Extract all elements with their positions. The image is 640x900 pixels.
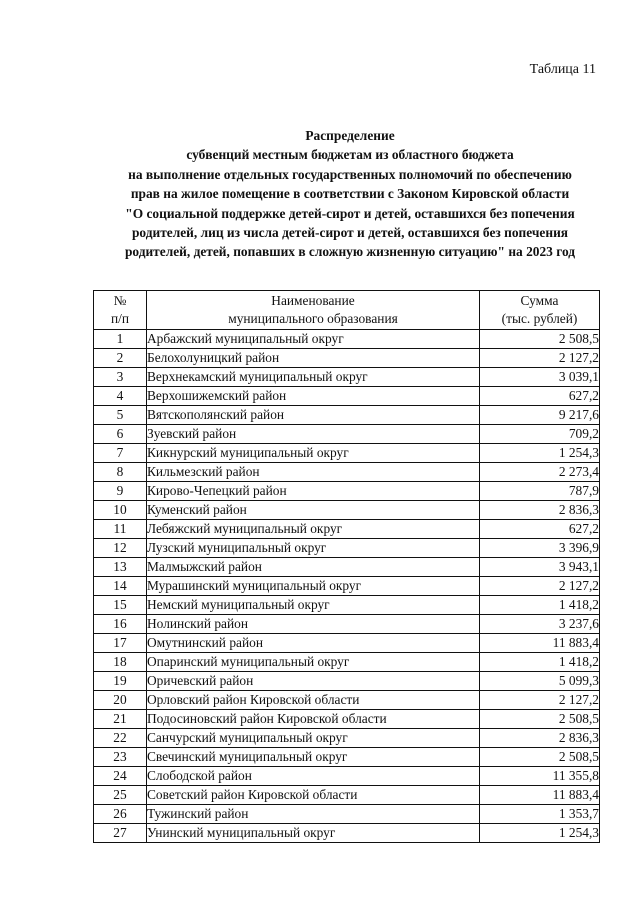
- subvention-amount: 627,2: [480, 520, 600, 539]
- row-number: 18: [94, 653, 147, 672]
- municipality-name: Малмыжский район: [147, 558, 480, 577]
- municipality-name: Кильмезский район: [147, 463, 480, 482]
- municipality-name: Лузский муниципальный округ: [147, 539, 480, 558]
- subvention-amount: 2 508,5: [480, 710, 600, 729]
- table-row: [94, 406, 600, 425]
- row-number: 7: [94, 444, 147, 463]
- title-line: родителей, лиц из числа детей-сирот и детей, оставшихся без попечения: [131, 225, 569, 241]
- municipality-name: Орловский район Кировской области: [147, 691, 480, 710]
- header-sum-line: (тыс. рублей): [501, 311, 578, 326]
- row-number: 14: [94, 577, 147, 596]
- row-number: 4: [94, 387, 147, 406]
- subvention-table: [93, 290, 600, 843]
- table-row: [94, 463, 600, 482]
- header-name-line: муниципального образования: [228, 311, 398, 326]
- row-number: 2: [94, 349, 147, 368]
- subvention-amount: 5 099,3: [480, 672, 600, 691]
- table-row: [94, 387, 600, 406]
- subvention-amount: 1 353,7: [480, 805, 600, 824]
- title-line: прав на жилое помещение в соответствии с Законом Кировской области: [130, 186, 570, 202]
- municipality-name: Санчурский муниципальный округ: [147, 729, 480, 748]
- row-number: 15: [94, 596, 147, 615]
- header-number-line: №: [113, 293, 127, 308]
- row-number: 9: [94, 482, 147, 501]
- row-number: 3: [94, 368, 147, 387]
- municipality-name: Тужинский район: [147, 805, 480, 824]
- subvention-amount: 2 508,5: [480, 330, 600, 349]
- subvention-amount: 11 883,4: [480, 786, 600, 805]
- table-row: [94, 501, 600, 520]
- table-row: [94, 539, 600, 558]
- document-title: [60, 126, 640, 262]
- subvention-amount: 3 039,1: [480, 368, 600, 387]
- subvention-amount: 1 418,2: [480, 596, 600, 615]
- municipality-name: Слободской район: [147, 767, 480, 786]
- table-row: [94, 729, 600, 748]
- municipality-name: Куменский район: [147, 501, 480, 520]
- row-number: 10: [94, 501, 147, 520]
- table-number-label: Таблица 11: [529, 62, 596, 77]
- header-number-line: п/п: [110, 311, 130, 326]
- row-number: 20: [94, 691, 147, 710]
- subvention-amount: 627,2: [480, 387, 600, 406]
- table-row: [94, 330, 600, 349]
- table-row: [94, 672, 600, 691]
- table-row: [94, 824, 600, 843]
- municipality-name: Мурашинский муниципальный округ: [147, 577, 480, 596]
- subvention-amount: 787,9: [480, 482, 600, 501]
- subvention-amount: 11 355,8: [480, 767, 600, 786]
- table-row: [94, 691, 600, 710]
- table-row: [94, 596, 600, 615]
- municipality-name: Вятскополянский район: [147, 406, 480, 425]
- row-number: 23: [94, 748, 147, 767]
- municipality-name: Кикнурский муниципальный округ: [147, 444, 480, 463]
- header-sum-line: Сумма: [520, 293, 559, 308]
- subvention-amount: 2 127,2: [480, 349, 600, 368]
- municipality-name: Советский район Кировской области: [147, 786, 480, 805]
- table-row: [94, 482, 600, 501]
- table-row: [94, 634, 600, 653]
- row-number: 16: [94, 615, 147, 634]
- municipality-name: Нолинский район: [147, 615, 480, 634]
- row-number: 17: [94, 634, 147, 653]
- subvention-amount: 9 217,6: [480, 406, 600, 425]
- subvention-amount: 2 127,2: [480, 577, 600, 596]
- subvention-amount: 709,2: [480, 425, 600, 444]
- table-body: [94, 330, 600, 843]
- table-row: [94, 368, 600, 387]
- municipality-name: Кирово-Чепецкий район: [147, 482, 480, 501]
- municipality-name: Унинский муниципальный округ: [147, 824, 480, 843]
- table-row: [94, 558, 600, 577]
- header-name: [147, 291, 480, 330]
- table-row: [94, 349, 600, 368]
- subvention-amount: 1 254,3: [480, 824, 600, 843]
- table-row: [94, 653, 600, 672]
- title-line: на выполнение отдельных государственных полномочий по обеспечению: [128, 166, 572, 182]
- row-number: 19: [94, 672, 147, 691]
- row-number: 1: [94, 330, 147, 349]
- title-line: "О социальной поддержке детей-сирот и детей, оставшихся без попечения: [125, 205, 575, 221]
- municipality-name: Арбажский муниципальный округ: [147, 330, 480, 349]
- subvention-amount: 3 237,6: [480, 615, 600, 634]
- row-number: 21: [94, 710, 147, 729]
- subvention-amount: 3 943,1: [480, 558, 600, 577]
- table-row: [94, 577, 600, 596]
- subvention-amount: 11 883,4: [480, 634, 600, 653]
- header-number: [94, 291, 147, 330]
- municipality-name: Свечинский муниципальный округ: [147, 748, 480, 767]
- table-row: [94, 425, 600, 444]
- municipality-name: Подосиновский район Кировской области: [147, 710, 480, 729]
- row-number: 27: [94, 824, 147, 843]
- header-sum: [480, 291, 600, 330]
- subvention-amount: 1 418,2: [480, 653, 600, 672]
- title-line: Распределение: [305, 128, 395, 143]
- row-number: 8: [94, 463, 147, 482]
- table-header-row: [94, 291, 600, 330]
- table-row: [94, 748, 600, 767]
- municipality-name: Верхошижемский район: [147, 387, 480, 406]
- municipality-name: Лебяжский муниципальный округ: [147, 520, 480, 539]
- table-row: [94, 767, 600, 786]
- row-number: 26: [94, 805, 147, 824]
- municipality-name: Верхнекамский муниципальный округ: [147, 368, 480, 387]
- row-number: 25: [94, 786, 147, 805]
- municipality-name: Зуевский район: [147, 425, 480, 444]
- table-row: [94, 444, 600, 463]
- row-number: 11: [94, 520, 147, 539]
- table-row: [94, 710, 600, 729]
- municipality-name: Омутнинский район: [147, 634, 480, 653]
- subvention-amount: 2 273,4: [480, 463, 600, 482]
- row-number: 5: [94, 406, 147, 425]
- subvention-amount: 2 508,5: [480, 748, 600, 767]
- subvention-amount: 3 396,9: [480, 539, 600, 558]
- municipality-name: Немский муниципальный округ: [147, 596, 480, 615]
- row-number: 13: [94, 558, 147, 577]
- subvention-amount: 2 836,3: [480, 729, 600, 748]
- title-line: родителей, детей, попавших в сложную жизненную ситуацию" на 2023 год: [124, 244, 576, 260]
- row-number: 6: [94, 425, 147, 444]
- subvention-amount: 2 127,2: [480, 691, 600, 710]
- table-row: [94, 786, 600, 805]
- table-row: [94, 805, 600, 824]
- row-number: 12: [94, 539, 147, 558]
- municipality-name: Опаринский муниципальный округ: [147, 653, 480, 672]
- municipality-name: Белохолуницкий район: [147, 349, 480, 368]
- table-row: [94, 615, 600, 634]
- municipality-name: Оричевский район: [147, 672, 480, 691]
- row-number: 24: [94, 767, 147, 786]
- header-name-line: Наименование: [271, 293, 355, 308]
- row-number: 22: [94, 729, 147, 748]
- subvention-amount: 1 254,3: [480, 444, 600, 463]
- title-line: субвенций местным бюджетам из областного бюджета: [186, 147, 514, 163]
- subvention-amount: 2 836,3: [480, 501, 600, 520]
- table-row: [94, 520, 600, 539]
